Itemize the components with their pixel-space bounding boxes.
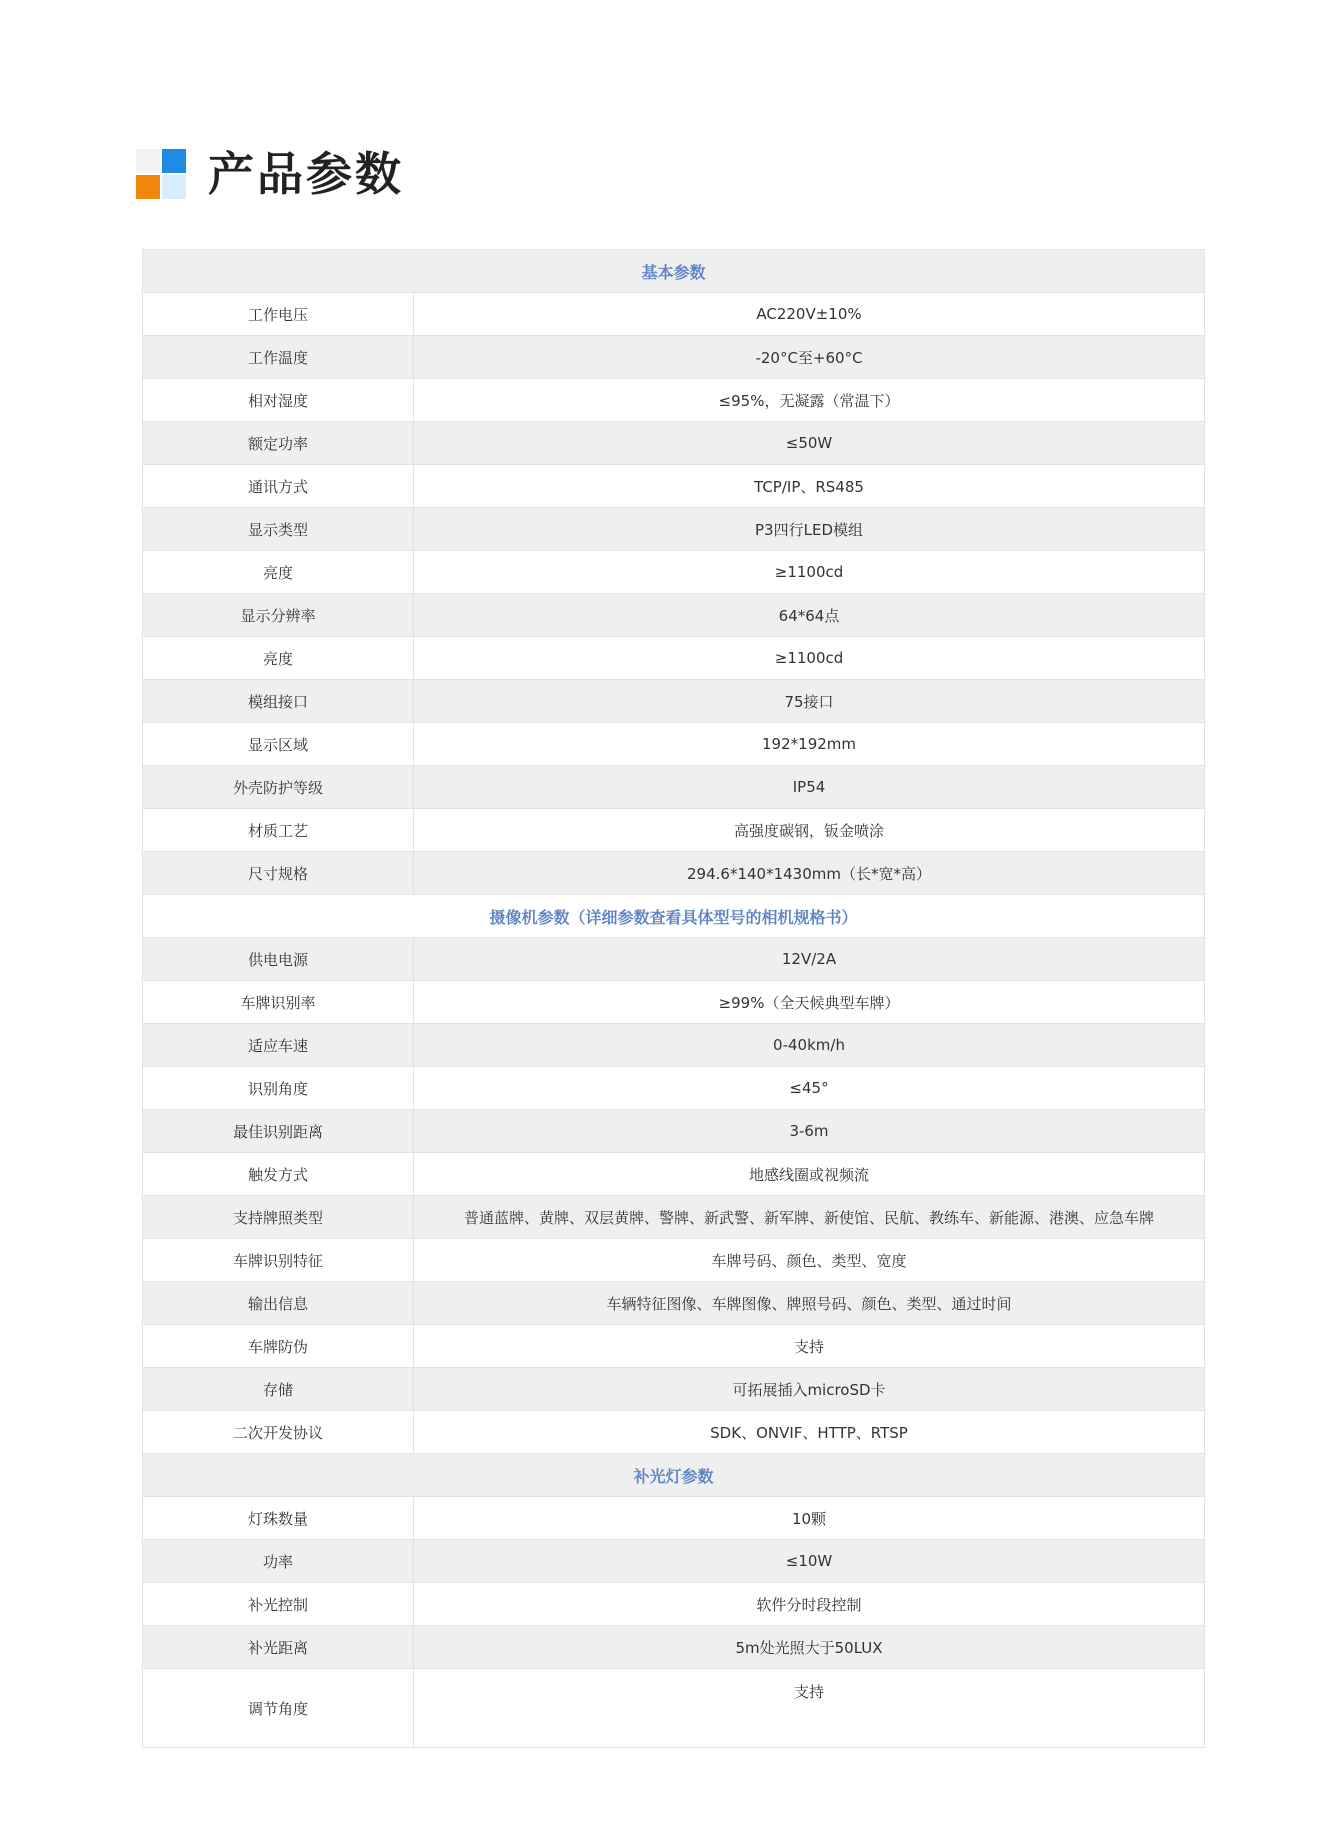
param-label: 显示类型 [143, 508, 414, 551]
section-title: 基本参数 [143, 250, 1205, 293]
table-row [143, 981, 1205, 1024]
param-label: 相对湿度 [143, 379, 414, 422]
param-value: TCP/IP、RS485 [414, 465, 1205, 508]
section-title: 补光灯参数 [143, 1454, 1205, 1497]
param-value: ≥1100cd [414, 551, 1205, 594]
table-row [143, 723, 1205, 766]
section-title: 摄像机参数（详细参数查看具体型号的相机规格书） [143, 895, 1205, 938]
param-value: 5m处光照大于50LUX [414, 1626, 1205, 1669]
param-value: SDK、ONVIF、HTTP、RTSP [414, 1411, 1205, 1454]
param-value: P3四行LED模组 [414, 508, 1205, 551]
table-row [143, 1239, 1205, 1282]
table-row [143, 1067, 1205, 1110]
table-row [143, 1540, 1205, 1583]
table-row [143, 1669, 1205, 1748]
table-row [143, 465, 1205, 508]
table-row [143, 1196, 1205, 1239]
param-value: 10颗 [414, 1497, 1205, 1540]
param-label: 显示分辨率 [143, 594, 414, 637]
table-row [143, 1368, 1205, 1411]
param-value: 64*64点 [414, 594, 1205, 637]
param-label: 车牌识别特征 [143, 1239, 414, 1282]
param-label: 亮度 [143, 637, 414, 680]
param-label: 亮度 [143, 551, 414, 594]
param-value: 294.6*140*1430mm（长*宽*高） [414, 852, 1205, 895]
param-value: 支持 [414, 1669, 1205, 1748]
param-value: IP54 [414, 766, 1205, 809]
param-value: ≥99%（全天候典型车牌） [414, 981, 1205, 1024]
param-value: 车辆特征图像、车牌图像、牌照号码、颜色、类型、通过时间 [414, 1282, 1205, 1325]
param-value: 可拓展插入microSD卡 [414, 1368, 1205, 1411]
table-row [143, 293, 1205, 336]
table-row [143, 336, 1205, 379]
param-value: ≤10W [414, 1540, 1205, 1583]
page-title: 产品参数 [208, 147, 404, 201]
param-label: 最佳识别距离 [143, 1110, 414, 1153]
param-value: ≤45° [414, 1067, 1205, 1110]
table-row [143, 1497, 1205, 1540]
param-value: ≤95%，无凝露（常温下） [414, 379, 1205, 422]
param-label: 补光距离 [143, 1626, 414, 1669]
param-label: 功率 [143, 1540, 414, 1583]
param-label: 工作温度 [143, 336, 414, 379]
table-row [143, 1153, 1205, 1196]
param-label: 调节角度 [143, 1669, 414, 1748]
param-value: 普通蓝牌、黄牌、双层黄牌、警牌、新武警、新军牌、新使馆、民航、教练车、新能源、港澳、应急车牌 [414, 1196, 1205, 1239]
param-label: 输出信息 [143, 1282, 414, 1325]
param-label: 存储 [143, 1368, 414, 1411]
table-row [143, 766, 1205, 809]
table-row [143, 938, 1205, 981]
table-row [143, 1411, 1205, 1454]
param-value: 地感线圈或视频流 [414, 1153, 1205, 1196]
param-label: 额定功率 [143, 422, 414, 465]
param-label: 车牌识别率 [143, 981, 414, 1024]
param-value: 75接口 [414, 680, 1205, 723]
spec-table [142, 249, 1205, 1748]
param-label: 工作电压 [143, 293, 414, 336]
table-row [143, 551, 1205, 594]
param-value: 12V/2A [414, 938, 1205, 981]
param-value: ≥1100cd [414, 637, 1205, 680]
param-value: 192*192mm [414, 723, 1205, 766]
param-value: 车牌号码、颜色、类型、宽度 [414, 1239, 1205, 1282]
table-row [143, 508, 1205, 551]
param-label: 模组接口 [143, 680, 414, 723]
table-row [143, 594, 1205, 637]
param-value: AC220V±10% [414, 293, 1205, 336]
section-header-row [143, 895, 1205, 938]
param-value: 高强度碳钢，钣金喷涂 [414, 809, 1205, 852]
param-label: 尺寸规格 [143, 852, 414, 895]
table-row [143, 1325, 1205, 1368]
param-label: 触发方式 [143, 1153, 414, 1196]
table-row [143, 422, 1205, 465]
param-value: 软件分时段控制 [414, 1583, 1205, 1626]
table-row [143, 1024, 1205, 1067]
table-row [143, 1583, 1205, 1626]
param-label: 供电电源 [143, 938, 414, 981]
table-row [143, 1110, 1205, 1153]
param-value: 0-40km/h [414, 1024, 1205, 1067]
param-value: 支持 [414, 1325, 1205, 1368]
param-label: 显示区域 [143, 723, 414, 766]
param-label: 通讯方式 [143, 465, 414, 508]
table-row [143, 379, 1205, 422]
table-row [143, 637, 1205, 680]
table-row [143, 1626, 1205, 1669]
squares-logo-icon [136, 149, 186, 199]
table-row [143, 1282, 1205, 1325]
table-row [143, 680, 1205, 723]
param-label: 二次开发协议 [143, 1411, 414, 1454]
table-row [143, 852, 1205, 895]
param-value: ≤50W [414, 422, 1205, 465]
param-label: 材质工艺 [143, 809, 414, 852]
param-label: 灯珠数量 [143, 1497, 414, 1540]
param-value: 3-6m [414, 1110, 1205, 1153]
param-label: 车牌防伪 [143, 1325, 414, 1368]
page-heading [136, 146, 404, 202]
param-label: 补光控制 [143, 1583, 414, 1626]
param-value: -20°C至+60°C [414, 336, 1205, 379]
section-header-row [143, 1454, 1205, 1497]
param-label: 适应车速 [143, 1024, 414, 1067]
param-label: 外壳防护等级 [143, 766, 414, 809]
param-label: 支持牌照类型 [143, 1196, 414, 1239]
param-label: 识别角度 [143, 1067, 414, 1110]
table-row [143, 809, 1205, 852]
section-header-row [143, 250, 1205, 293]
